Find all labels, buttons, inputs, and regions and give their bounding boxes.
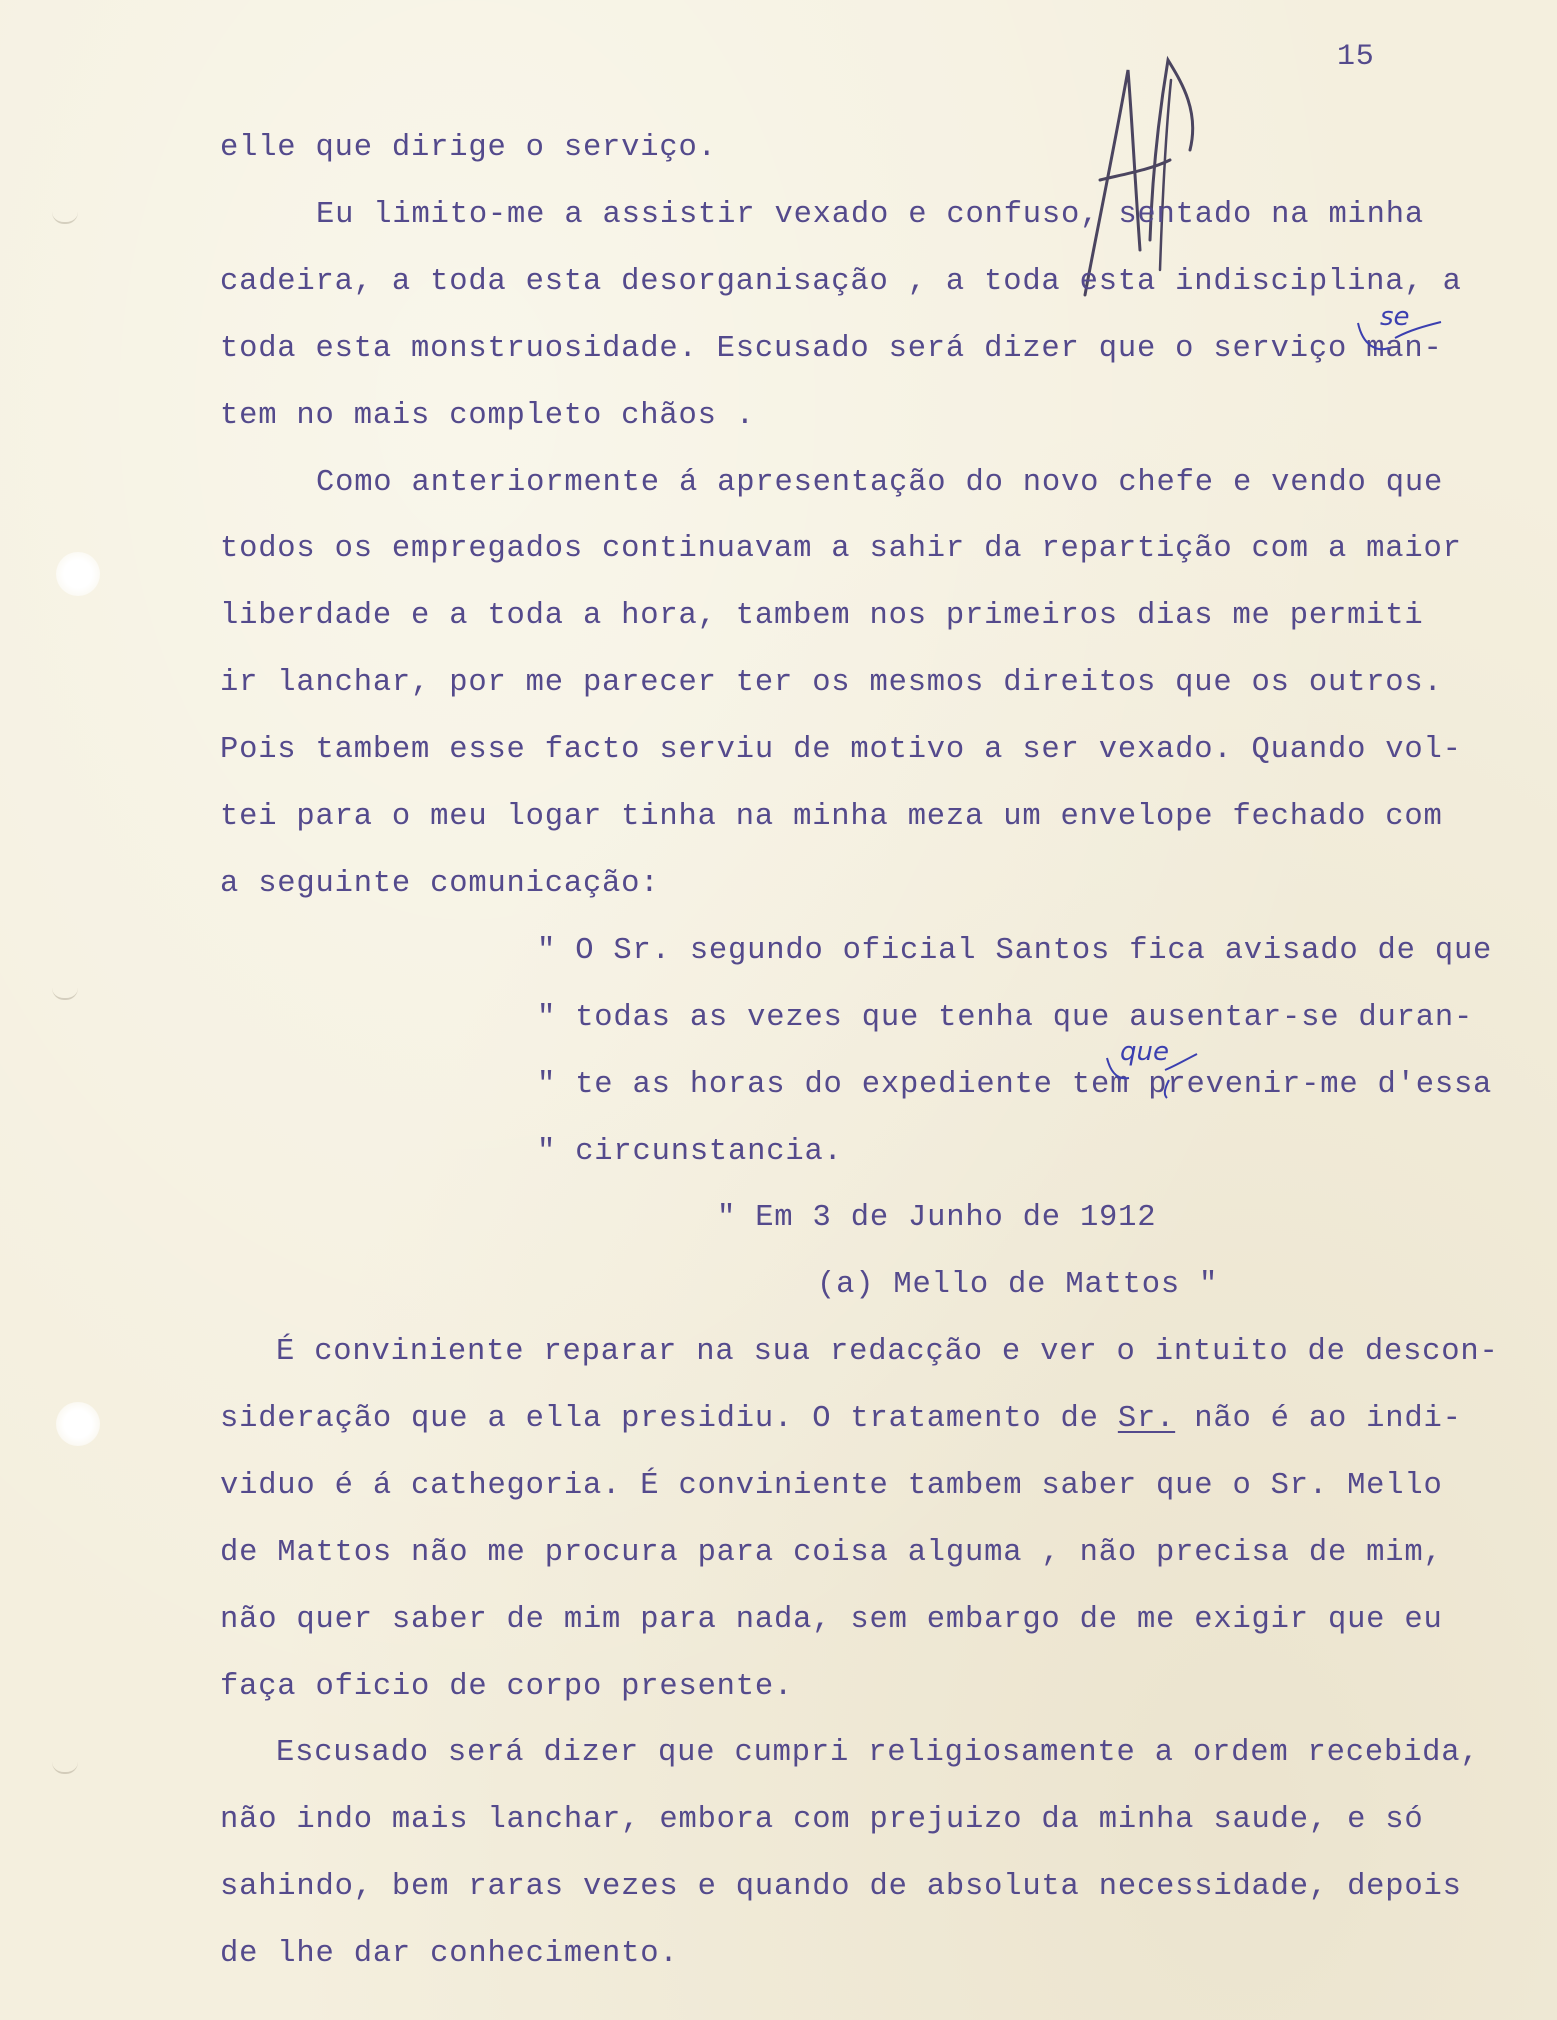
- text-line: de lhe dar conhecimento.: [220, 1937, 679, 1971]
- handwritten-insert-se: se: [1380, 302, 1410, 332]
- quoted-line: " circunstancia.: [537, 1135, 843, 1169]
- text-line: não indo mais lanchar, embora com prejuizo da minha saude, e só: [220, 1803, 1424, 1837]
- text-line: tei para o meu logar tinha na minha meza um envelope fechado com: [220, 800, 1443, 834]
- text-line: Pois tambem esse facto serviu de motivo a ser vexado. Quando vol-: [220, 733, 1462, 767]
- text-line: todos os empregados continuavam a sahir da repartição com a maior: [220, 532, 1462, 566]
- text-line: cadeira, a toda esta desorganisação , a toda esta indisciplina, a: [220, 265, 1462, 299]
- handwritten-insert-que: que: [1120, 1037, 1169, 1067]
- text-line: a seguinte comunicação:: [220, 867, 660, 901]
- margin-mark: [52, 1762, 78, 1774]
- text-line: ir lanchar, por me parecer ter os mesmos direitos que os outros.: [220, 666, 1443, 700]
- text-line: Escusado será dizer que cumpri religiosamente a ordem recebida,: [276, 1736, 1480, 1770]
- text-line: não quer saber de mim para nada, sem embargo de me exigir que eu: [220, 1603, 1443, 1637]
- margin-mark: [52, 212, 78, 224]
- text-line: de Mattos não me procura para coisa alguma , não precisa de mim,: [220, 1536, 1443, 1570]
- text-line: viduo é á cathegoria. É conviniente tambem saber que o Sr. Mello: [220, 1469, 1443, 1503]
- underlined-word: Sr.: [1117, 1402, 1176, 1436]
- text-line: Eu limito-me a assistir vexado e confuso, sentado na minha: [316, 198, 1424, 232]
- text-line: tem no mais completo chãos .: [220, 399, 755, 433]
- quoted-line: " todas as vezes que tenha que ausentar-se duran-: [537, 1001, 1474, 1035]
- page-number: 15: [1337, 40, 1375, 74]
- text-line: elle que dirige o serviço.: [220, 131, 717, 165]
- text-line: faça oficio de corpo presente.: [220, 1670, 794, 1704]
- text-segment: não é ao indi-: [1175, 1402, 1462, 1436]
- margin-mark: [52, 988, 78, 1000]
- text-line: [220, 1402, 1462, 1436]
- quoted-line: " te as horas do expediente tem prevenir-me d'essa: [537, 1068, 1493, 1102]
- text-line: sahindo, bem raras vezes e quando de absoluta necessidade, depois: [220, 1870, 1462, 1904]
- caret-mark: [1105, 1050, 1205, 1100]
- punch-hole-bottom: [56, 1402, 100, 1446]
- text-line: toda esta monstruosidade. Escusado será dizer que o serviço man-: [220, 332, 1443, 366]
- quoted-line: " O Sr. segundo oficial Santos fica avisado de que: [537, 934, 1493, 968]
- text-line: É conviniente reparar na sua redacção e ver o intuito de descon-: [276, 1335, 1499, 1369]
- quoted-signature-line: (a) Mello de Mattos ": [817, 1268, 1219, 1302]
- quoted-date-line: " Em 3 de Junho de 1912: [717, 1201, 1157, 1235]
- text-line: liberdade e a toda a hora, tambem nos primeiros dias me permiti: [220, 599, 1424, 633]
- punch-hole-top: [56, 552, 100, 596]
- text-segment: sideração que a ella presidiu. O tratamento de: [220, 1402, 1118, 1436]
- caret-mark: [1355, 318, 1445, 358]
- text-line: Como anteriormente á apresentação do novo chefe e vendo que: [316, 466, 1444, 500]
